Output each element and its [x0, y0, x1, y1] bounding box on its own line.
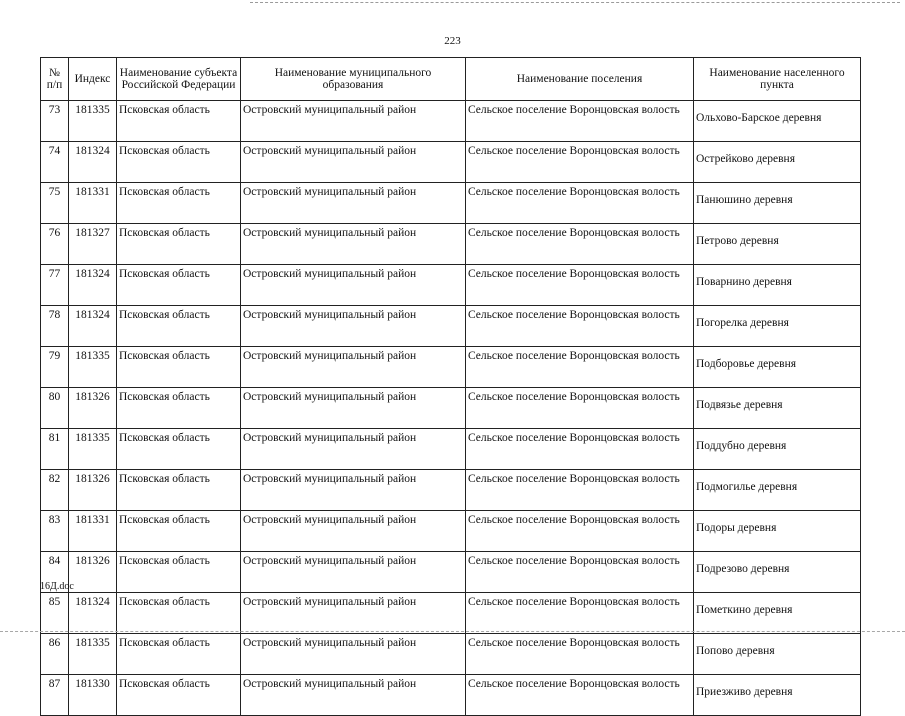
cell-settlement: Сельское поселение Воронцовская волость	[466, 552, 694, 593]
cell-municipality: Островский муниципальный район	[241, 142, 466, 183]
cell-num: 85	[41, 593, 69, 634]
cell-municipality: Островский муниципальный район	[241, 183, 466, 224]
cell-locality: Приезживо деревня	[694, 675, 861, 716]
cell-locality: Пометкино деревня	[694, 593, 861, 634]
cell-subject: Псковская область	[117, 511, 241, 552]
cell-locality: Поварнино деревня	[694, 265, 861, 306]
cell-index: 181331	[69, 511, 117, 552]
table-row	[41, 388, 861, 429]
cell-index: 181326	[69, 388, 117, 429]
cell-num: 75	[41, 183, 69, 224]
cell-index: 181335	[69, 347, 117, 388]
cell-index: 181324	[69, 265, 117, 306]
cell-subject: Псковская область	[117, 101, 241, 142]
table-row	[41, 552, 861, 593]
header-settlement: Наименование поселения	[466, 58, 694, 101]
cell-index: 181327	[69, 224, 117, 265]
cell-locality: Подмогилье деревня	[694, 470, 861, 511]
cell-num: 77	[41, 265, 69, 306]
cell-subject: Псковская область	[117, 634, 241, 675]
cell-num: 82	[41, 470, 69, 511]
cell-num: 83	[41, 511, 69, 552]
cell-municipality: Островский муниципальный район	[241, 429, 466, 470]
header-municipality: Наименование муниципального образования	[241, 58, 466, 101]
cell-locality: Подборовье деревня	[694, 347, 861, 388]
cell-municipality: Островский муниципальный район	[241, 224, 466, 265]
cell-settlement: Сельское поселение Воронцовская волость	[466, 388, 694, 429]
table-row	[41, 675, 861, 716]
cell-index: 181326	[69, 470, 117, 511]
scan-artifact-top	[250, 2, 900, 3]
cell-num: 73	[41, 101, 69, 142]
cell-municipality: Островский муниципальный район	[241, 593, 466, 634]
cell-settlement: Сельское поселение Воронцовская волость	[466, 142, 694, 183]
cell-subject: Псковская область	[117, 306, 241, 347]
cell-index: 181330	[69, 675, 117, 716]
header-subject: Наименование субъекта Российской Федерации	[117, 58, 241, 101]
cell-municipality: Островский муниципальный район	[241, 470, 466, 511]
cell-municipality: Островский муниципальный район	[241, 388, 466, 429]
table-header-row	[41, 58, 861, 101]
cell-municipality: Островский муниципальный район	[241, 634, 466, 675]
cell-settlement: Сельское поселение Воронцовская волость	[466, 265, 694, 306]
cell-subject: Псковская область	[117, 142, 241, 183]
cell-locality: Поддубно деревня	[694, 429, 861, 470]
table-body	[41, 101, 861, 716]
cell-municipality: Островский муниципальный район	[241, 675, 466, 716]
header-index: Индекс	[69, 58, 117, 101]
cell-index: 181335	[69, 634, 117, 675]
cell-index: 181324	[69, 142, 117, 183]
cell-subject: Псковская область	[117, 388, 241, 429]
cell-locality: Подоры деревня	[694, 511, 861, 552]
cell-num: 87	[41, 675, 69, 716]
cell-index: 181324	[69, 593, 117, 634]
cell-subject: Псковская область	[117, 552, 241, 593]
cell-municipality: Островский муниципальный район	[241, 347, 466, 388]
cell-num: 84	[41, 552, 69, 593]
header-num: № п/п	[41, 58, 69, 101]
table-row	[41, 593, 861, 634]
cell-index: 181324	[69, 306, 117, 347]
cell-municipality: Островский муниципальный район	[241, 552, 466, 593]
table-row	[41, 183, 861, 224]
cell-num: 80	[41, 388, 69, 429]
cell-municipality: Островский муниципальный район	[241, 101, 466, 142]
table-row	[41, 470, 861, 511]
table-row	[41, 224, 861, 265]
cell-subject: Псковская область	[117, 675, 241, 716]
cell-municipality: Островский муниципальный район	[241, 265, 466, 306]
cell-settlement: Сельское поселение Воронцовская волость	[466, 347, 694, 388]
cell-settlement: Сельское поселение Воронцовская волость	[466, 429, 694, 470]
header-locality: Наименование населенного пункта	[694, 58, 861, 101]
cell-settlement: Сельское поселение Воронцовская волость	[466, 183, 694, 224]
cell-locality: Ольхово-Барское деревня	[694, 101, 861, 142]
cell-municipality: Островский муниципальный район	[241, 511, 466, 552]
cell-num: 86	[41, 634, 69, 675]
page-number: 223	[444, 35, 461, 47]
table-row	[41, 101, 861, 142]
cell-settlement: Сельское поселение Воронцовская волость	[466, 675, 694, 716]
cell-subject: Псковская область	[117, 347, 241, 388]
table-row	[41, 306, 861, 347]
cell-settlement: Сельское поселение Воронцовская волость	[466, 470, 694, 511]
cell-municipality: Островский муниципальный район	[241, 306, 466, 347]
cell-locality: Панюшино деревня	[694, 183, 861, 224]
cell-locality: Петрово деревня	[694, 224, 861, 265]
cell-subject: Псковская область	[117, 183, 241, 224]
cell-locality: Попово деревня	[694, 634, 861, 675]
cell-num: 76	[41, 224, 69, 265]
cell-settlement: Сельское поселение Воронцовская волость	[466, 101, 694, 142]
cell-subject: Псковская область	[117, 593, 241, 634]
cell-num: 79	[41, 347, 69, 388]
cell-settlement: Сельское поселение Воронцовская волость	[466, 306, 694, 347]
cell-settlement: Сельское поселение Воронцовская волость	[466, 593, 694, 634]
cell-settlement: Сельское поселение Воронцовская волость	[466, 224, 694, 265]
localities-table	[40, 57, 861, 716]
cell-num: 81	[41, 429, 69, 470]
cell-subject: Псковская область	[117, 470, 241, 511]
cell-num: 78	[41, 306, 69, 347]
table-row	[41, 429, 861, 470]
table-row	[41, 265, 861, 306]
cell-locality: Острейково деревня	[694, 142, 861, 183]
cell-locality: Подвязье деревня	[694, 388, 861, 429]
cell-subject: Псковская область	[117, 224, 241, 265]
table-row	[41, 511, 861, 552]
cell-index: 181326	[69, 552, 117, 593]
table-row	[41, 347, 861, 388]
cell-subject: Псковская область	[117, 429, 241, 470]
cell-index: 181331	[69, 183, 117, 224]
cell-locality: Подрезово деревня	[694, 552, 861, 593]
cell-index: 181335	[69, 429, 117, 470]
cell-settlement: Сельское поселение Воронцовская волость	[466, 511, 694, 552]
table-row	[41, 142, 861, 183]
footer-file-name: 16Д.doc	[40, 581, 74, 592]
cell-num: 74	[41, 142, 69, 183]
cell-settlement: Сельское поселение Воронцовская волость	[466, 634, 694, 675]
cell-index: 181335	[69, 101, 117, 142]
scan-artifact-bottom	[0, 631, 905, 632]
cell-subject: Псковская область	[117, 265, 241, 306]
cell-locality: Погорелка деревня	[694, 306, 861, 347]
